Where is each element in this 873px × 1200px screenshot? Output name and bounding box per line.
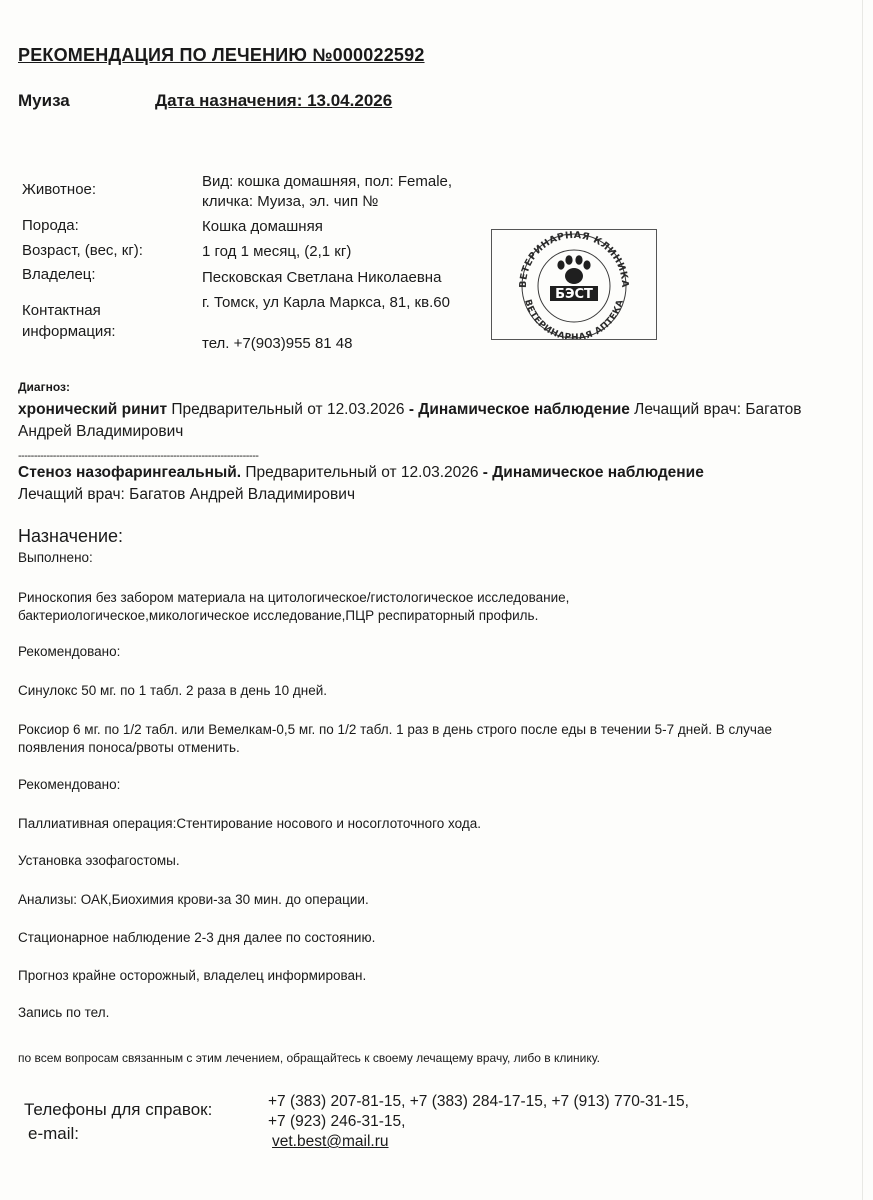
diagnosis-separator: ---------------------------------------------------------------------------- (18, 450, 259, 462)
address-value: г. Томск, ул Карла Маркса, 81, кв.60 (202, 294, 450, 311)
diagnosis-2-doctor: Лечащий врач: Багатов Андрей Владимирович (18, 486, 356, 503)
contacts-labels (24, 1098, 212, 1146)
animal-value-line-1: Вид: кошка домашняя, пол: Female, (202, 173, 453, 190)
recommended-item-prognosis: Прогноз крайне осторожный, владелец информирован. (18, 968, 367, 983)
recommended-item-surgery: Паллиативная операция:Стентирование носового и носоглоточного хода. (18, 816, 481, 831)
assignment-heading: Назначение: (18, 526, 124, 546)
phones-value: +7 (383) 207-81-15, +7 (383) 284-17-15, +7 (913) 770-31-15, +7 (923) 246-31-15, (268, 1093, 689, 1130)
paw-icon (557, 255, 590, 284)
diagnosis-2-name: Стеноз назофарингеальный. (18, 464, 242, 481)
age-label: Возраст, (вес, кг): (22, 242, 143, 259)
clinic-stamp (491, 229, 657, 340)
recommended-item-sinulox: Синулокс 50 мг. по 1 табл. 2 раза в день 10 дней. (18, 683, 328, 698)
owner-value: Песковская Светлана Николаевна (202, 269, 442, 286)
scan-edge-line (862, 0, 863, 1200)
contact-label-line-1: Контактная (22, 302, 101, 319)
done-label: Выполнено: (18, 550, 93, 565)
document-title: РЕКОМЕНДАЦИЯ ПО ЛЕЧЕНИЮ №000022592 (18, 45, 425, 65)
animal-label: Животное: (22, 181, 97, 198)
diagnosis-2-status: Предварительный от 12.03.2026 (241, 464, 483, 481)
recommended-item-roxior: Роксиор 6 мг. по 1/2 табл. или Вемелкам-0,5 мг. по 1/2 табл. 1 раз в день строго после еды в течении 5-7 дней. В случае появления поноса/рвоты отменить. (18, 722, 772, 755)
diagnosis-1-plan: - Динамическое наблюдение (408, 401, 630, 418)
age-value: 1 год 1 месяц, (2,1 кг) (202, 243, 352, 260)
phones-label: Телефоны для справок: (24, 1100, 213, 1119)
phone-value: тел. +7(903)955 81 48 (202, 335, 353, 352)
owner-label: Владелец: (22, 266, 96, 283)
recommended-item-esophagostomy: Установка эзофагостомы. (18, 853, 180, 868)
diagnosis-1-doctor: Лечащий врач: Багатов Андрей Владимирович (18, 401, 802, 440)
diagnosis-heading: Диагноз: (18, 380, 70, 394)
recommended-item-appointment: Запись по тел. (18, 1005, 110, 1020)
email-link[interactable]: vet.best@mail.ru (272, 1133, 389, 1150)
recommended-item-inpatient: Стационарное наблюдение 2-3 дня далее по состоянию. (18, 930, 376, 945)
diagnosis-1-status: Предварительный от 12.03.2026 (167, 401, 409, 418)
diagnosis-2 (18, 462, 818, 506)
clinic-stamp-seal (492, 230, 656, 339)
stamp-arc-top-text: ВЕТЕРИНАРНАЯ КЛИНИКА (517, 230, 631, 289)
contacts-values (268, 1092, 698, 1152)
recommended-item-tests: Анализы: ОАК,Биохимия крови-за 30 мин. до операции. (18, 892, 369, 907)
breed-label: Порода: (22, 217, 79, 234)
assignment-date: Дата назначения: 13.04.2026 (155, 91, 393, 110)
done-text: Риноскопия без забором материала на цитологическое/гистологическое исследование, бактериологическое,микологическое исследование,ПЦР респираторный профиль. (18, 590, 570, 623)
diagnosis-2-plan: - Динамическое наблюдение (482, 464, 704, 481)
stamp-center-text: БЭСТ (555, 287, 593, 302)
recommended-label-1: Рекомендовано: (18, 644, 121, 659)
breed-value: Кошка домашняя (202, 218, 323, 235)
footer-note: по всем вопросам связанным с этим лечением, обращайтесь к своему лечащему врачу, либо в клинику. (18, 1051, 600, 1065)
contact-label-line-2: информация: (22, 323, 116, 340)
diagnosis-1 (18, 399, 818, 443)
svg-text:ВЕТЕРИНАРНАЯ АПТЕКА (522, 298, 626, 339)
stamp-arc-bottom-text: ВЕТЕРИНАРНАЯ АПТЕКА (522, 298, 626, 339)
email-label: e-mail: (28, 1124, 80, 1143)
pet-name-heading: Муиза (18, 91, 70, 110)
animal-value-line-2: кличка: Муиза, эл. чип № (202, 193, 379, 210)
recommended-label-2: Рекомендовано: (18, 777, 121, 792)
diagnosis-1-name: хронический ринит (18, 401, 168, 418)
